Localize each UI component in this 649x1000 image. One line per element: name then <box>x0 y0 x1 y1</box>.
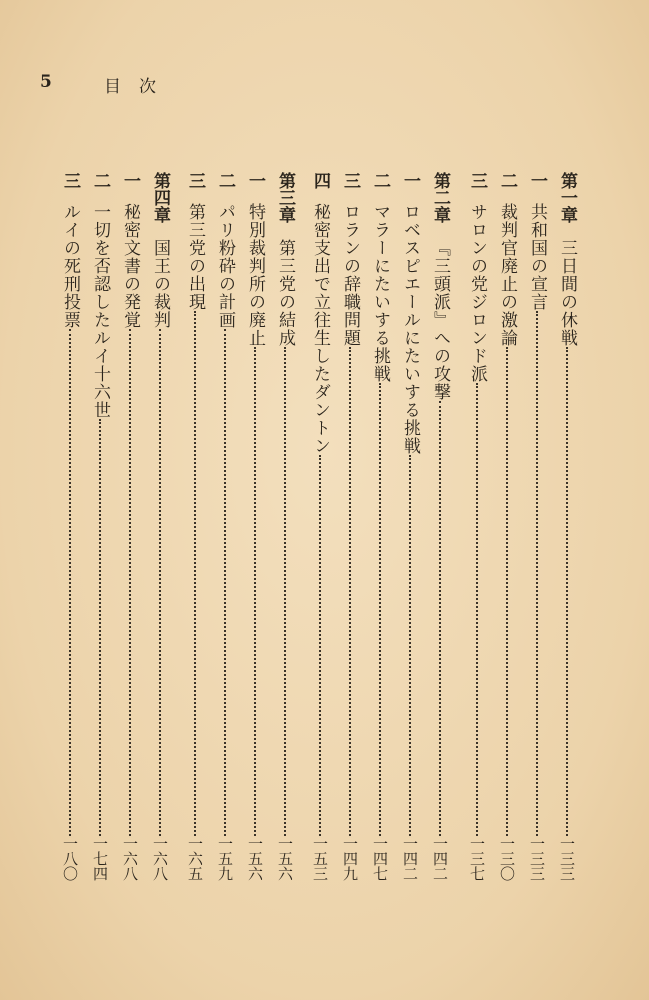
contents-heading-char: 次 <box>139 77 156 97</box>
entry-number: 一 <box>245 172 265 189</box>
entry-page: 一五九 <box>216 836 234 881</box>
entry-number: 四 <box>310 172 330 189</box>
toc-entry-section <box>210 172 240 882</box>
entry-number: 第二章 <box>430 172 450 223</box>
entry-page: 一六八 <box>121 836 139 881</box>
entry-number: 二 <box>370 172 390 189</box>
entry-title: 三日間の休戦 <box>557 239 577 347</box>
dot-leader <box>159 329 161 836</box>
entry-title: 一切を否認したルイ十六世 <box>90 203 110 419</box>
toc-entry-chapter <box>425 172 455 882</box>
toc-entry-chapter <box>270 172 300 882</box>
entry-number: 三 <box>60 172 80 189</box>
dot-leader <box>194 311 196 836</box>
dot-leader <box>319 455 321 836</box>
toc-entry-section <box>85 172 115 882</box>
dot-leader <box>476 383 478 836</box>
toc-entry-chapter <box>552 172 582 882</box>
entry-number: 二 <box>215 172 235 189</box>
entry-title: パリ粉砕の計画 <box>215 203 235 329</box>
entry-page: 一四二 <box>431 836 449 881</box>
entry-page: 一三三 <box>558 836 576 881</box>
toc-entry-section <box>335 172 365 882</box>
entry-number: 二 <box>497 172 517 189</box>
entry-title: 秘密支出で立往生したダントン <box>310 203 330 455</box>
toc-entry-section <box>305 172 335 882</box>
entry-number: 一 <box>120 172 140 189</box>
entry-title: 第三党の結成 <box>275 239 295 347</box>
page-number: 5 <box>40 72 52 92</box>
toc-entry-section <box>522 172 552 882</box>
toc-entry-section <box>240 172 270 882</box>
dot-leader <box>69 329 71 836</box>
toc-entry-section <box>115 172 145 882</box>
entry-page: 一五六 <box>276 836 294 881</box>
toc-entry-chapter <box>145 172 175 882</box>
entry-page: 一三三 <box>528 836 546 881</box>
dot-leader <box>99 419 101 836</box>
entry-page: 一五三 <box>311 836 329 881</box>
dot-leader <box>566 347 568 836</box>
entry-page: 一四二 <box>401 836 419 881</box>
entry-page: 一六五 <box>186 836 204 881</box>
dot-leader <box>506 347 508 836</box>
toc-entry-section <box>365 172 395 882</box>
entry-page: 一四七 <box>371 836 389 881</box>
dot-leader <box>379 383 381 836</box>
toc-entry-section <box>462 172 492 882</box>
dot-leader <box>224 329 226 836</box>
toc-entry-section <box>492 172 522 882</box>
contents-heading-char: 目 <box>104 77 121 97</box>
entry-page: 一八〇 <box>61 836 79 881</box>
entry-title: サロンの党ジロンド派 <box>467 203 487 383</box>
entry-page: 一六八 <box>151 836 169 881</box>
entry-number: 三 <box>467 172 487 189</box>
entry-number: 一 <box>400 172 420 189</box>
dot-leader <box>409 455 411 836</box>
entry-title: ロベスピエールにたいする挑戦 <box>400 203 420 455</box>
entry-number: 第四章 <box>150 172 170 223</box>
entry-title: 裁判官廃止の激論 <box>497 203 517 347</box>
dot-leader <box>536 311 538 836</box>
entry-title: 特別裁判所の廃止 <box>245 203 265 347</box>
entry-page: 一三七 <box>468 836 486 881</box>
dot-leader <box>254 347 256 836</box>
toc-entry-section <box>55 172 85 882</box>
entry-title: ロランの辞職問題 <box>340 203 360 347</box>
dot-leader <box>284 347 286 836</box>
entry-title: マラーにたいする挑戦 <box>370 203 390 383</box>
toc-entry-section <box>180 172 210 882</box>
entry-number: 三 <box>185 172 205 189</box>
entry-title: 国王の裁判 <box>150 239 170 329</box>
entry-number: 第一章 <box>557 172 577 223</box>
entry-title: ルイの死刑投票 <box>60 203 80 329</box>
dot-leader <box>129 329 131 836</box>
entry-title: 秘密文書の発覚 <box>120 203 140 329</box>
entry-title: 『三頭派』への攻撃 <box>430 239 450 401</box>
entry-number: 一 <box>527 172 547 189</box>
entry-page: 一四九 <box>341 836 359 881</box>
dot-leader <box>349 347 351 836</box>
toc-entry-section <box>395 172 425 882</box>
entry-title: 共和国の宣言 <box>527 203 547 311</box>
entry-page: 一三〇 <box>498 836 516 881</box>
entry-number: 二 <box>90 172 110 189</box>
dot-leader <box>439 401 441 836</box>
entry-page: 一五六 <box>246 836 264 881</box>
contents-heading <box>104 72 174 97</box>
entry-title: 第三党の出現 <box>185 203 205 311</box>
entry-number: 三 <box>340 172 360 189</box>
entry-number: 第三章 <box>275 172 295 223</box>
entry-page: 一七四 <box>91 836 109 881</box>
